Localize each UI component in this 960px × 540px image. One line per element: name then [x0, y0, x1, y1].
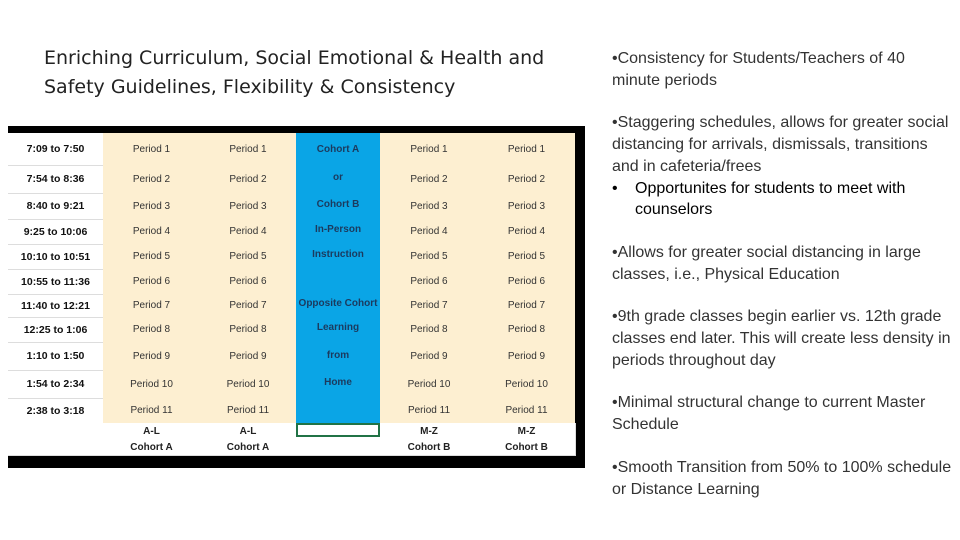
- period-cell: Period 8: [103, 317, 200, 342]
- in-person-label: or: [333, 172, 343, 183]
- schedule-grid: [8, 133, 575, 455]
- period-cell: Period 3: [478, 193, 575, 219]
- in-person-label: Instruction: [312, 249, 364, 260]
- cohort-cell[interactable]: Cohort B: [380, 439, 479, 456]
- sub-bullet-dot: •: [612, 179, 618, 197]
- period-cell: Period 3: [380, 193, 478, 219]
- period-cell: Period 2: [103, 165, 200, 193]
- time-cell: 7:09 to 7:50: [8, 133, 103, 166]
- period-cell: Period 9: [478, 342, 575, 370]
- time-cell: 10:10 to 10:51: [8, 244, 103, 270]
- period-cell: Period 9: [200, 342, 296, 370]
- bullet-minimal-change: •Minimal structural change to current Master Schedule: [612, 394, 926, 434]
- period-cell: Period 1: [103, 133, 200, 165]
- alpha-cell[interactable]: M-Z: [478, 423, 576, 440]
- time-cell: 2:38 to 3:18: [8, 398, 103, 424]
- period-cell: Period 11: [200, 398, 296, 423]
- time-cell: 11:40 to 12:21: [8, 294, 103, 318]
- in-person-column: [296, 133, 380, 423]
- period-cell: Period 6: [478, 269, 575, 294]
- time-cell: 10:55 to 11:36: [8, 269, 103, 295]
- period-cell: Period 8: [478, 317, 575, 342]
- period-cell: Period 11: [478, 398, 575, 423]
- period-cell: Period 1: [200, 133, 296, 165]
- period-cell: Period 3: [103, 193, 200, 219]
- alpha-cell[interactable]: A-L: [103, 423, 201, 440]
- period-cell: Period 7: [200, 294, 296, 317]
- cohort-cell[interactable]: Cohort A: [103, 439, 201, 456]
- bullet-transition: •Smooth Transition from 50% to 100% schedule or Distance Learning: [612, 458, 952, 498]
- period-cell: Period 4: [478, 219, 575, 244]
- period-cell: Period 7: [380, 294, 478, 317]
- bullet-grade-stagger: •9th grade classes begin earlier vs. 12th grade classes end later. This will create less density in periods throughout day: [612, 308, 951, 369]
- sub-bullet-text: Opportunites for students to meet with counselors: [635, 179, 906, 219]
- cohort-cell[interactable]: Cohort B: [478, 439, 576, 456]
- time-cell: 12:25 to 1:06: [8, 317, 103, 343]
- period-cell: Period 10: [380, 370, 478, 398]
- period-cell: Period 5: [478, 244, 575, 269]
- period-cell: Period 11: [103, 398, 200, 423]
- time-cell: 1:10 to 1:50: [8, 342, 103, 371]
- period-cell: Period 2: [478, 165, 575, 193]
- period-cell: Period 9: [380, 342, 478, 370]
- in-person-label: Cohort A: [316, 144, 360, 155]
- in-person-label: Opposite Cohort: [298, 298, 378, 309]
- in-person-label: In-Person: [314, 224, 362, 235]
- in-person-label: from: [326, 350, 350, 361]
- slide-title: Enriching Curriculum, Social Emotional & Health and Safety Guidelines, Flexibility & Consistency: [44, 47, 545, 98]
- period-cell: Period 4: [200, 219, 296, 244]
- period-cell: Period 6: [200, 269, 296, 294]
- period-cell: Period 10: [200, 370, 296, 398]
- bullet-list: [612, 48, 952, 500]
- time-cell: 8:40 to 9:21: [8, 193, 103, 220]
- alpha-cell[interactable]: M-Z: [380, 423, 479, 440]
- in-person-label: Cohort B: [316, 199, 360, 210]
- period-cell: Period 1: [380, 133, 478, 165]
- period-cell: Period 5: [200, 244, 296, 269]
- empty-cell: [8, 423, 104, 456]
- period-cell: Period 4: [103, 219, 200, 244]
- period-cell: Period 7: [478, 294, 575, 317]
- cohort-cell[interactable]: [296, 439, 381, 456]
- bullet-staggering: •Staggering schedules, allows for greater social distancing for arrivals, dismissals, transitions and in cafeteria/frees: [612, 114, 949, 175]
- schedule-table-image: [8, 126, 585, 468]
- sub-bullet-counselors: [612, 178, 952, 221]
- period-cell: Period 8: [200, 317, 296, 342]
- period-cell: Period 10: [103, 370, 200, 398]
- selected-cell[interactable]: [296, 423, 380, 437]
- period-cell: Period 4: [380, 219, 478, 244]
- period-cell: Period 2: [200, 165, 296, 193]
- bullet-social-distancing: •Allows for greater social distancing in large classes, i.e., Physical Education: [612, 243, 921, 283]
- period-cell: Period 6: [380, 269, 478, 294]
- time-cell: 1:54 to 2:34: [8, 370, 103, 399]
- period-cell: Period 9: [103, 342, 200, 370]
- time-cell: 9:25 to 10:06: [8, 219, 103, 245]
- alpha-cell[interactable]: A-L: [200, 423, 297, 440]
- period-cell: Period 10: [478, 370, 575, 398]
- bullet-consistency: •Consistency for Students/Teachers of 40 minute periods: [612, 50, 905, 89]
- cohort-cell[interactable]: Cohort A: [200, 439, 297, 456]
- period-cell: Period 2: [380, 165, 478, 193]
- period-cell: Period 1: [478, 133, 575, 165]
- period-cell: Period 8: [380, 317, 478, 342]
- in-person-label: Learning: [316, 322, 360, 333]
- period-cell: Period 3: [200, 193, 296, 219]
- period-cell: Period 11: [380, 398, 478, 423]
- period-cell: Period 5: [103, 244, 200, 269]
- time-cell: 7:54 to 8:36: [8, 165, 103, 194]
- period-cell: Period 5: [380, 244, 478, 269]
- period-cell: Period 6: [103, 269, 200, 294]
- period-cell: Period 7: [103, 294, 200, 317]
- in-person-label: Home: [324, 377, 352, 388]
